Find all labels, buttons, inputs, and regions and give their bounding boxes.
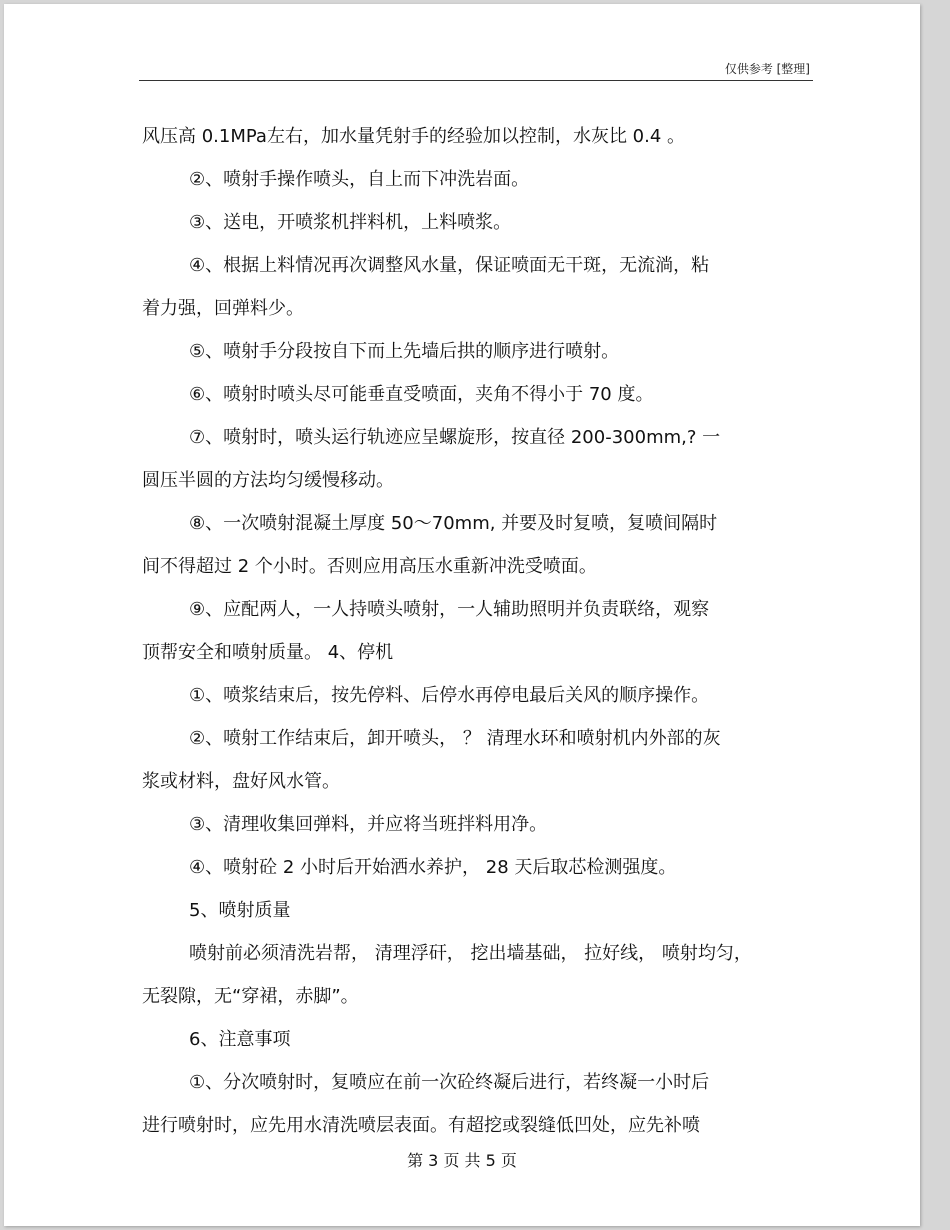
text-line: ①、喷浆结束后，按先停料、后停水再停电最后关风的顺序操作。 [189,685,710,706]
header-note: 仅供参考 [整理] [724,62,810,76]
text-line: 进行喷射时，应先用水清洗喷层表面。有超挖或裂缝低凹处，应先补喷 [142,1115,700,1136]
text-line: 着力强，回弹料少。 [142,298,304,319]
text-line: ④、根据上料情况再次调整风水量，保证喷面无干斑，无流淌，粘 [189,255,710,276]
text-line: 浆或材料，盘好风水管。 [142,771,340,792]
text-line: ⑥、喷射时喷头尽可能垂直受喷面，夹角不得小于 70 度。 [189,384,654,405]
section-heading: 5、喷射质量 [189,900,291,921]
text-line: 圆压半圆的方法均匀缓慢移动。 [142,470,394,491]
text-line: 无裂隙，无“穿裙，赤脚”。 [142,986,359,1007]
text-line: ⑨、应配两人，一人持喷头喷射，一人辅助照明并负责联络，观察 [189,599,710,620]
text-line: 顶帮安全和喷射质量。 4、停机 [142,642,394,663]
text-line: ⑤、喷射手分段按自下而上先墙后拱的顺序进行喷射。 [189,341,620,362]
text-line: ③、清理收集回弹料，并应将当班拌料用净。 [189,814,548,835]
document-page [4,4,920,1226]
body-text [142,115,810,1147]
text-line: ②、喷射工作结束后，卸开喷头， ？ 清理水环和喷射机内外部的灰 [189,728,721,749]
text-line: ⑦、喷射时，喷头运行轨迹应呈螺旋形，按直径 200-300mm,? 一 [189,427,721,448]
text-line: 喷射前必须清洗岩帮， 清理浮矸， 挖出墙基础， 拉好线， 喷射均匀， [189,943,752,964]
text-line: ③、送电，开喷浆机拌料机，上料喷浆。 [189,212,512,233]
text-line: ②、喷射手操作喷头，自上而下冲洗岩面。 [189,169,530,190]
text-line: ④、喷射砼 2 小时后开始洒水养护， 28 天后取芯检测强度。 [189,857,677,878]
text-line: 间不得超过 2 个小时。否则应用高压水重新冲洗受喷面。 [142,556,597,577]
header-divider [139,80,813,81]
text-line: ⑧、一次喷射混凝土厚度 50～70mm, 并要及时复喷，复喷间隔时 [189,513,718,534]
text-line: 风压高 0.1MPa左右，加水量凭射手的经验加以控制，水灰比 0.4 。 [142,126,686,147]
section-heading: 6、注意事项 [189,1029,291,1050]
text-line: ①、分次喷射时，复喷应在前一次砼终凝后进行，若终凝一小时后 [189,1072,710,1093]
page-number: 第 3 页 共 5 页 [407,1151,517,1170]
